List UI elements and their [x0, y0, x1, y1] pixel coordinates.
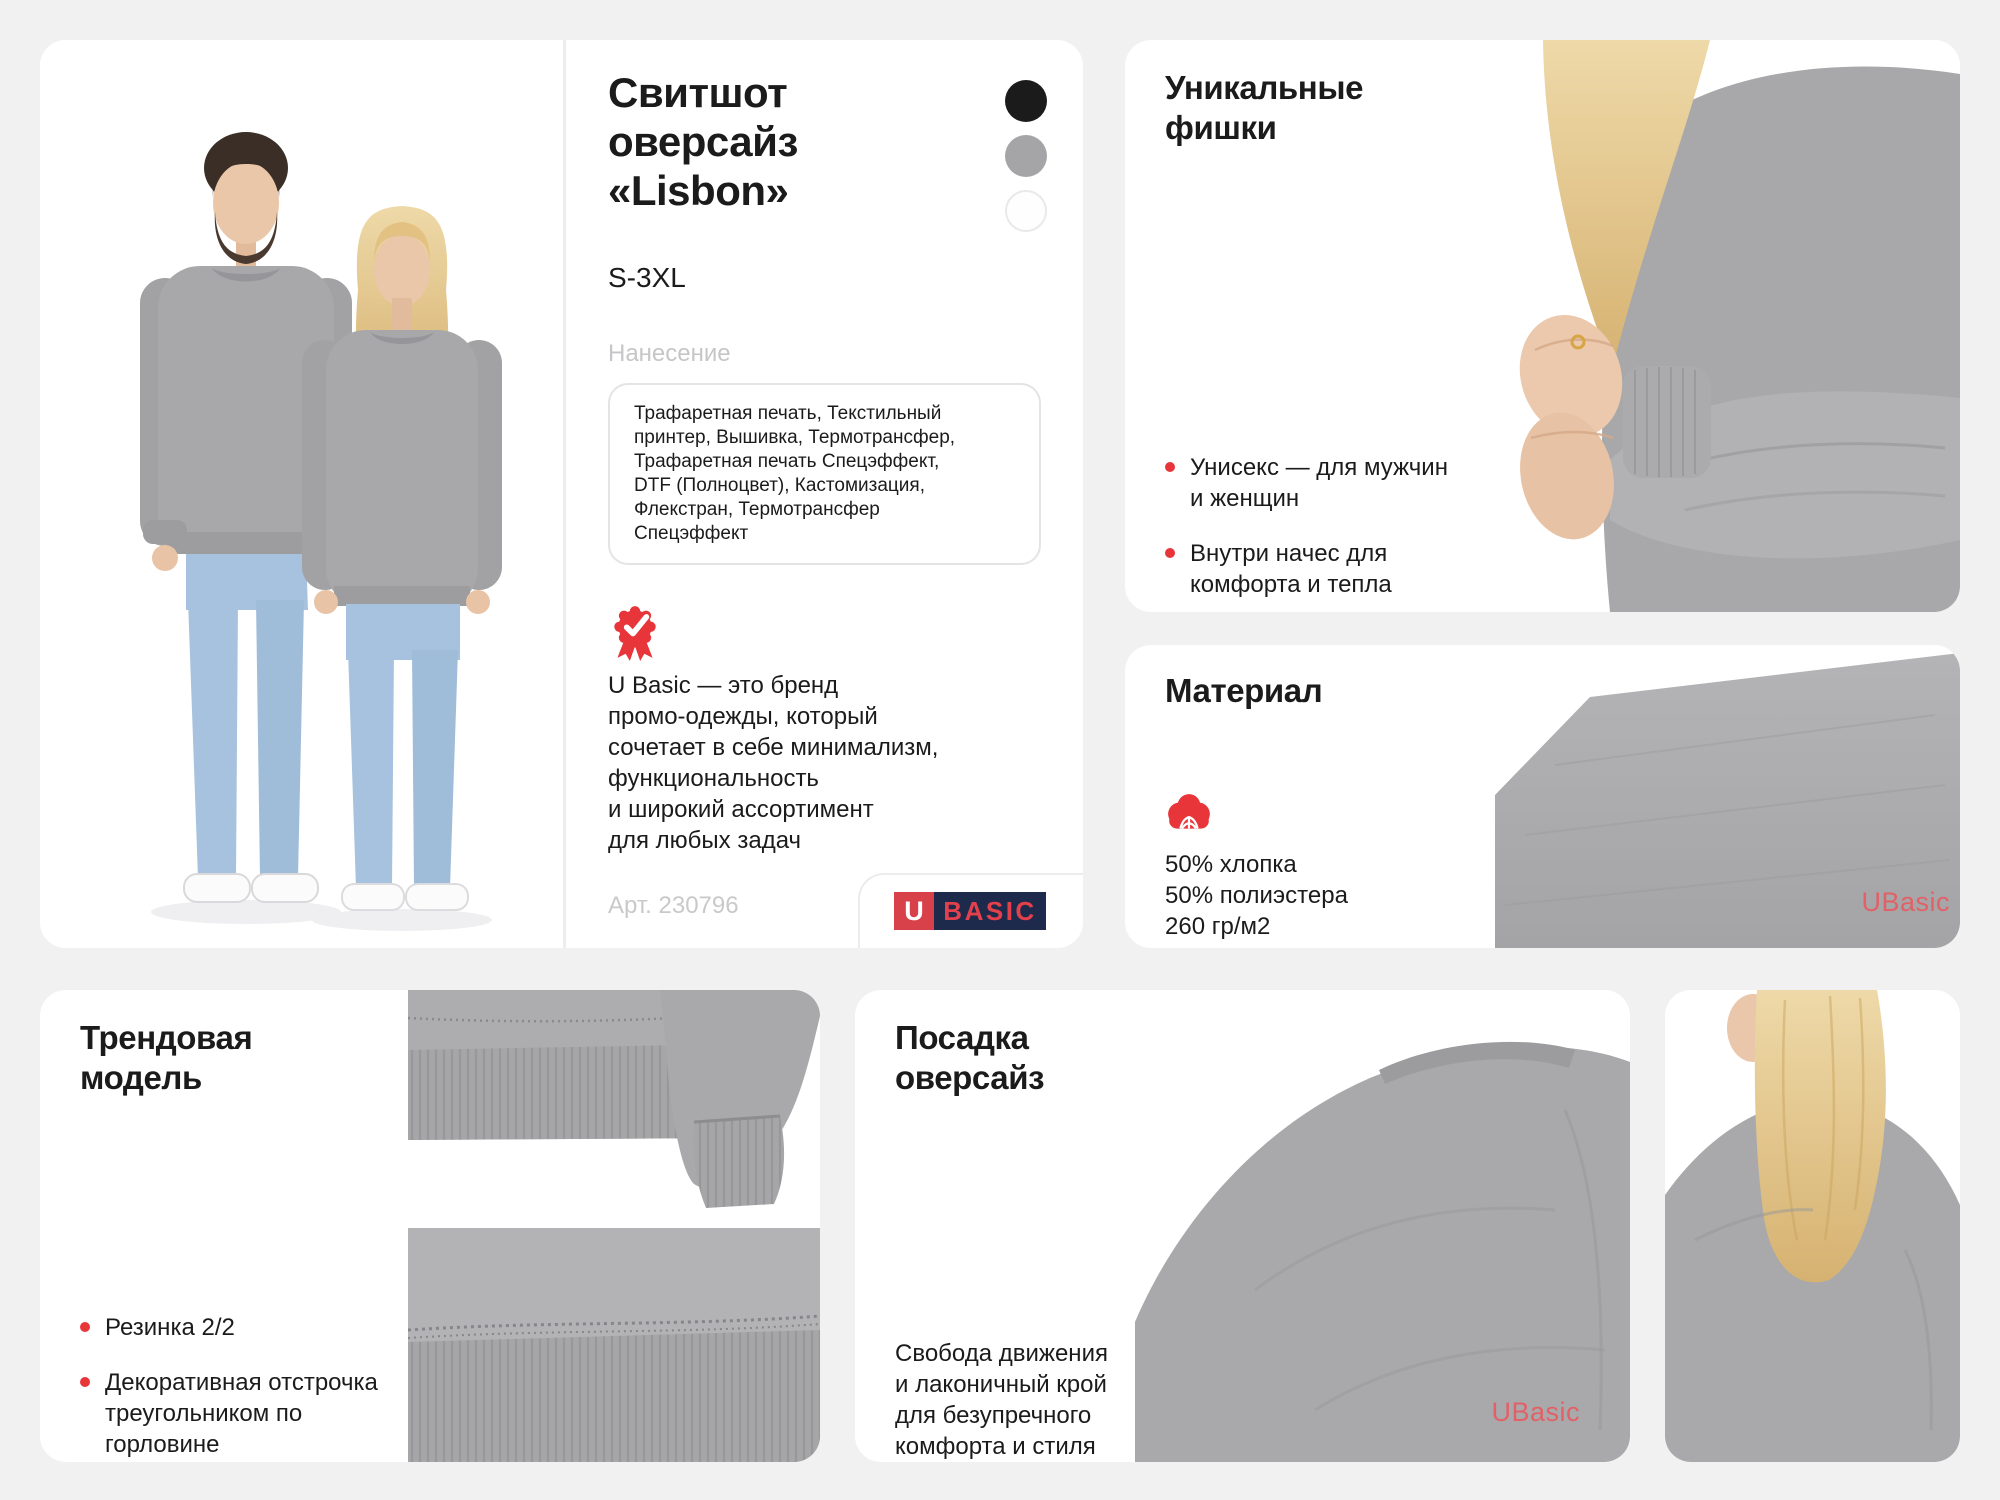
fit-photo [1135, 990, 1630, 1462]
product-card [40, 40, 1083, 948]
material-specs: 50% хлопка 50% полиэстера 260 гр/м2 [1165, 851, 1348, 940]
print-methods-box: Трафаретная печать, Текстильный принтер, Вышивка, Термотрансфер, Трафаретная печать Спецэффект, DTF (Полноцвет), Кастомизация, Флекстран, Термотрансфер Спецэффект [608, 383, 1041, 565]
cotton-icon [1165, 793, 1213, 837]
color-swatch-black[interactable] [1005, 80, 1047, 122]
feature-bullet-text: Унисекс — для мужчин и женщин [1190, 454, 1448, 512]
material-title: Материал [1165, 672, 1323, 709]
trend-card [40, 990, 820, 1462]
features-title: Уникальные фишки [1165, 69, 1364, 146]
color-swatches [1005, 80, 1047, 232]
brand-logo-tab [858, 873, 1083, 948]
award-badge-icon [608, 604, 662, 662]
trend-bullet [80, 1367, 390, 1460]
color-swatch-white[interactable] [1005, 190, 1047, 232]
card-divider [563, 40, 566, 948]
models-illustration [40, 40, 563, 948]
feature-bullet-text: Внутри начес для комфорта и тепла [1190, 540, 1392, 598]
backview-photo [1665, 990, 1960, 1462]
product-title: Свитшот оверсайз «Lisbon» [608, 69, 798, 214]
bullet-dot [1165, 548, 1175, 558]
product-info-panel [567, 40, 1083, 948]
feature-bullet [1165, 452, 1495, 514]
trend-photo [408, 990, 820, 1462]
trend-bullet [80, 1312, 390, 1343]
fit-card [855, 990, 1630, 1462]
size-range: S-3XL [608, 262, 686, 293]
trend-bullet-text: Декоративная отстрочка треугольником по горловине [105, 1369, 378, 1458]
logo-basic-mark: BASIC [934, 892, 1046, 930]
bullet-dot [80, 1322, 90, 1332]
features-card [1125, 40, 1960, 612]
features-bullets [1165, 452, 1495, 612]
photo-watermark: UBasic [1491, 1397, 1580, 1427]
bullet-dot [80, 1377, 90, 1387]
material-photo [1495, 645, 1960, 948]
fit-title: Посадка оверсайз [895, 1019, 1045, 1096]
brand-description: U Basic — это бренд промо-одежды, который сочетает в себе минимализм, функциональность и широкий ассортимент для любых задач [608, 672, 939, 854]
features-photo [1515, 40, 1960, 612]
trend-title: Трендовая модель [80, 1019, 253, 1096]
trend-bullets [80, 1312, 390, 1462]
logo-u-mark: U [894, 892, 934, 930]
backview-card [1665, 990, 1960, 1462]
material-card [1125, 645, 1960, 948]
models-photo [40, 40, 563, 948]
feature-bullet [1165, 538, 1495, 600]
color-swatch-grey[interactable] [1005, 135, 1047, 177]
article-number: Арт. 230796 [608, 892, 739, 919]
fit-description: Свобода движения и лаконичный крой для безупречного комфорта и стиля [895, 1340, 1108, 1460]
print-label: Нанесение [608, 340, 731, 367]
trend-bullet-text: Резинка 2/2 [105, 1314, 235, 1341]
ubasic-logo [894, 892, 1046, 930]
bullet-dot [1165, 462, 1175, 472]
photo-watermark: UBasic [1861, 887, 1950, 917]
